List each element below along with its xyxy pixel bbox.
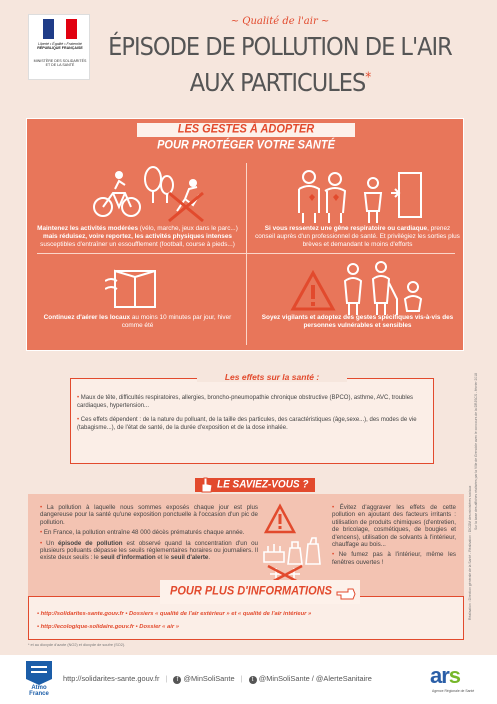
health-effects-title: Les effets sur la santé : — [197, 372, 347, 382]
more-info-link[interactable]: • http://ecologique-solidaire.gouv.fr • Dossier « air » — [37, 624, 179, 630]
effect-item: • Ces effets dépendent : de la nature du polluant, de la taille des particules, des caractéristiques (âge,sexe...), des modes de vie (tabagisme...), de l'état de santé, de la durée d'exposition et de la dose inhalée. — [77, 417, 417, 431]
did-you-know-right: • Évitez d'aggraver les effets de cette pollution en ajoutant des facteurs irritants : utilisation de produits chimiques (d'entretien, de bricolage, cosmétiques, de bougies et d'encens), utilisation de solvants à l'intérieur, chauffage au bois... • Ne fumez pas à l'intérieur, même les fenêtres ouvertes ! — [332, 504, 456, 566]
ars-logo: ars — [430, 663, 461, 688]
divider — [246, 163, 247, 345]
atmo-label: Atmo France — [29, 685, 49, 697]
effect-item: • Maux de tête, difficultés respiratoires, allergies, broncho-pneumopathie chronique obstructive (BPCO), asthme, AVC, troubles cardiaques, hypertension... — [77, 395, 414, 409]
more-info-title: POUR PLUS D'INFORMATIONS — [170, 584, 332, 598]
cycling-running-icon — [89, 159, 209, 223]
facebook-link[interactable]: @MinSoliSante — [183, 674, 235, 683]
gestes-subheading: POUR PROTÉGER VOTRE SANTÉ — [157, 138, 335, 152]
footer-links: http://solidarites-sante.gouv.fr | f @MinSoliSante | t @MinSoliSante / @AlerteSanitaire — [63, 674, 372, 683]
open-window-icon — [105, 267, 165, 311]
gestes-section — [26, 118, 464, 351]
poster-title-line2: AUX PARTICULES* — [189, 68, 371, 98]
respiratory-discomfort-icon — [295, 167, 425, 223]
pointing-hand-icon — [336, 586, 356, 600]
tip-ventilation: Continuez d'aérer les locaux au moins 10 minutes par jour, hiver comme été — [43, 314, 232, 330]
gestes-heading: LES GESTES À ADOPTER — [177, 122, 315, 136]
french-flag-icon — [43, 19, 77, 39]
logo-motto: Liberté • Égalité • Fraternité RÉPUBLIQUE FRANÇAISE — [37, 42, 83, 51]
more-info-title-box — [160, 580, 360, 604]
side-credit-2: Sur la base des affiches réalisées par la Ville de Grenoble avec le concours de la DRJSCS - février 2018 — [474, 372, 478, 530]
did-you-know-label: LE SAVIEZ-VOUS ? — [217, 478, 309, 491]
tip-activities: Maintenez les activités modérées (vélo, marche, jeux dans le parc...) mais réduisez, voire reportez, les activités physiques intenses susceptibles d'entraîner un essoufflement (football, course à pieds...) — [37, 225, 238, 249]
ars-subtitle: Agence Régionale de Santé — [432, 689, 475, 693]
facebook-icon: f — [173, 676, 181, 684]
twitter-icon: t — [249, 676, 257, 684]
ministry-name: MINISTÈRE DES SOLIDARITÉS ET DE LA SANTÉ — [33, 59, 87, 68]
footer — [0, 655, 497, 704]
poster-title-line1: ÉPISODE DE POLLUTION DE L'AIR — [108, 32, 452, 62]
more-info-link[interactable]: • http://solidarites-sante.gouv.fr • Dossiers « qualité de l'air extérieur » et « qualité de l'air intérieur » — [37, 611, 312, 617]
side-credit: Réalisation : Direction générale de la Santé - Réalisation : DICOM des ministères sociaux — [468, 485, 472, 620]
divider — [37, 253, 455, 254]
footnote: * et au dioxyde d'azote (NO2) et dioxyde de soufre (SO2). — [28, 643, 126, 647]
republique-francaise-logo — [28, 14, 90, 80]
did-you-know-left: • La pollution à laquelle nous sommes exposés chaque jour est plus dangereuse pour la santé qu'une exposition ponctuelle à l'occasion d'un pic de pollution. • En France, la pollution entraîne 48 000 décès prématurés chaque année. • Un épisode de pollution est observé quand la concentration d'un ou plusieurs polluants dépasse les seuils réglementaires horaires ou journaliers. Il existe deux seuils : le seuil d'information et le seuil d'alerte. — [40, 504, 258, 562]
poster-subtitle: ~ Qualité de l'air ~ — [230, 16, 330, 27]
tip-respiratory: Si vous ressentez une gêne respiratoire ou cardiaque, prenez conseil auprès d'un professionnel de santé. Et privilégiez les sorties plus brèves et demandant le moins d'efforts — [255, 225, 460, 249]
vulnerable-people-warning-icon — [289, 259, 429, 315]
website-link[interactable]: http://solidarites-sante.gouv.fr — [63, 674, 160, 683]
tip-vulnerable: Soyez vigilants et adoptez des gestes spécifiques vis-à-vis des personnes vulnérables et sensibles — [261, 314, 454, 330]
health-effects-box — [70, 378, 434, 464]
pointing-hand-icon — [199, 476, 215, 494]
twitter-link[interactable]: @MinSoliSante / @AlerteSanitaire — [258, 674, 372, 683]
indoor-pollutants-icon — [260, 502, 328, 584]
did-you-know-badge — [195, 478, 315, 492]
